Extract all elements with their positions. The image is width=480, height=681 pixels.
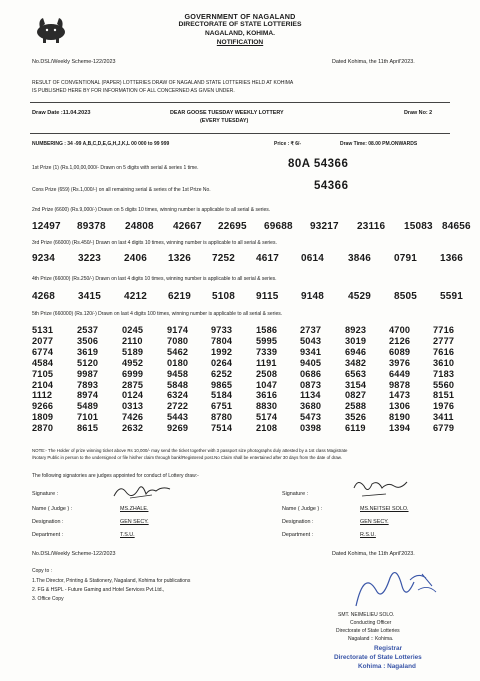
reference-number: No.DSL/Weekly Scheme-122/2023 bbox=[32, 59, 116, 65]
officer-place: Nagaland :: Kohima. bbox=[348, 636, 394, 642]
officer-signature-icon bbox=[336, 560, 446, 612]
right-judge-department: R.S.U. bbox=[360, 532, 376, 538]
fifth-prize-number: 1992 bbox=[211, 346, 233, 357]
fifth-prize-number: 9878 bbox=[389, 379, 411, 390]
fifth-prize-number: 6774 bbox=[32, 346, 54, 357]
right-judge-signature-icon bbox=[352, 476, 410, 500]
fifth-prize-number: 5174 bbox=[256, 412, 278, 423]
officer-name: SMT. NEIMELIEU SOLO. bbox=[338, 612, 395, 618]
fourth-prize-numbers bbox=[32, 291, 464, 302]
prize-number: 69688 bbox=[264, 221, 293, 232]
fifth-prize-number: 5560 bbox=[433, 379, 455, 390]
numbering-info: NUMBERING : 34 -99 A,B,C,D,E,G,H,J,K,L 00 000 to 99 999 bbox=[32, 141, 170, 147]
fifth-prize-number: 4700 bbox=[389, 325, 411, 335]
left-designation-label: Designation : bbox=[32, 519, 64, 525]
fifth-prize-number: 9987 bbox=[77, 368, 99, 379]
fifth-prize-number: 3154 bbox=[345, 379, 367, 390]
fifth-prize-number: 2722 bbox=[167, 401, 189, 412]
fifth-prize-number: 9733 bbox=[211, 325, 233, 335]
fifth-prize-number: 9405 bbox=[300, 357, 322, 368]
prize-number: 0791 bbox=[394, 253, 418, 264]
intro-line-1: RESULT OF CONVENTIONAL (PAPER) LOTTERIES DRAW OF NAGALAND STATE LOTTERIES HELD AT KOHIMA bbox=[32, 80, 294, 86]
fifth-prize-number: 6999 bbox=[122, 368, 144, 379]
fifth-prize-number: 2537 bbox=[77, 325, 99, 335]
fifth-prize-number: 2110 bbox=[122, 335, 143, 346]
fifth-prize-number: 1586 bbox=[256, 325, 278, 335]
fifth-prize-number: 4952 bbox=[122, 357, 144, 368]
draw-time: Draw Time: 08.00 PM.ONWARDS bbox=[340, 141, 418, 147]
fifth-prize-number: 5848 bbox=[167, 379, 189, 390]
third-prize-text: 3rd Prize (66000) (Rs.450/-) Drawn on last 4 digits 10 times, winning number is applicable to all serial & series. bbox=[32, 240, 277, 246]
right-designation-label: Designation : bbox=[282, 519, 314, 525]
fifth-prize-number: 6324 bbox=[167, 390, 189, 401]
stamp-line-3: Kohima : Nagaland bbox=[358, 663, 416, 670]
first-prize-text: 1st Prize (1) (Rs.1,00,00,000/- Drawn on 5 digits with serial & series 1 time. bbox=[32, 165, 199, 171]
fifth-prize-number: 8830 bbox=[256, 401, 278, 412]
fifth-prize-number: 0398 bbox=[300, 423, 322, 434]
left-judge-department: T.S.U. bbox=[120, 532, 135, 538]
fifth-prize-number: 3506 bbox=[77, 335, 99, 346]
fifth-prize-number: 1976 bbox=[433, 401, 455, 412]
fifth-prize-number: 6119 bbox=[345, 423, 366, 434]
fifth-prize-number: 6751 bbox=[211, 401, 233, 412]
divider bbox=[30, 102, 450, 103]
directorate-heading: DIRECTORATE OF STATE LOTTERIES bbox=[178, 21, 302, 28]
prize-number: 9234 bbox=[32, 253, 56, 264]
prize-number: 4617 bbox=[256, 253, 280, 264]
fifth-prize-number: 2875 bbox=[122, 379, 144, 390]
fifth-prize-number: 9174 bbox=[167, 325, 189, 335]
fifth-prize-number: 2777 bbox=[433, 335, 455, 346]
fifth-prize-number: 2632 bbox=[122, 423, 144, 434]
prize-number: 2406 bbox=[124, 253, 148, 264]
fifth-prize-number: 3019 bbox=[345, 335, 367, 346]
left-judge-signature-icon bbox=[112, 480, 174, 502]
fifth-prize-number: 7339 bbox=[256, 346, 278, 357]
fifth-prize-number: 3616 bbox=[256, 390, 278, 401]
prize-number: 1366 bbox=[440, 253, 464, 264]
fifth-prize-number: 6449 bbox=[389, 368, 411, 379]
prize-number: 3415 bbox=[78, 291, 102, 302]
stamp-line-1: Registrar bbox=[374, 645, 403, 652]
fifth-prize-number: 9269 bbox=[167, 423, 189, 434]
fifth-prize-number: 1809 bbox=[32, 412, 54, 423]
fifth-prize-number: 9865 bbox=[211, 379, 233, 390]
fifth-prize-number: 7105 bbox=[32, 368, 54, 379]
fifth-prize-number: 3482 bbox=[345, 357, 367, 368]
fifth-prize-number: 3680 bbox=[300, 401, 322, 412]
fifth-prize-number: 7183 bbox=[433, 368, 455, 379]
location-heading: NAGALAND, KOHIMA. bbox=[205, 30, 275, 37]
fifth-prize-number: 0686 bbox=[300, 368, 322, 379]
fifth-prize-number: 5995 bbox=[256, 335, 278, 346]
fifth-prize-number: 5462 bbox=[167, 346, 189, 357]
fifth-prize-number: 1394 bbox=[389, 423, 411, 434]
note-line-1: NOTE:- The Holder of prize winning ticket above Rs 10,000/- may send the ticket together with 3 passport size photographs duly attested by a 1st class Magistrate bbox=[32, 448, 348, 453]
fifth-prize-number: 1191 bbox=[256, 357, 277, 368]
fifth-prize-number: 8780 bbox=[211, 412, 233, 423]
prize-number: 5591 bbox=[440, 291, 464, 302]
fifth-prize-grid bbox=[32, 325, 455, 435]
prize-number: 9115 bbox=[256, 291, 279, 302]
fifth-prize-number: 8615 bbox=[77, 423, 99, 434]
fifth-prize-number: 2737 bbox=[300, 325, 322, 335]
left-judge-designation: GEN SECY. bbox=[120, 519, 149, 525]
divider bbox=[30, 133, 450, 134]
fifth-prize-number: 0313 bbox=[122, 401, 144, 412]
left-name-label: Name ( Judge ) : bbox=[32, 506, 73, 512]
dated-line-2: Dated Kohima, the 11th April'2023. bbox=[332, 551, 415, 557]
right-judge-designation: GEN SECY. bbox=[360, 519, 389, 525]
fifth-prize-number: 0180 bbox=[167, 357, 189, 368]
stamp-line-2: Directorate of State Lotteries bbox=[334, 654, 422, 661]
fifth-prize-number: 3619 bbox=[77, 346, 99, 357]
fifth-prize-number: 1306 bbox=[389, 401, 411, 412]
prize-number: 7252 bbox=[212, 253, 236, 264]
dated-line: Dated Kohima, the 11th April'2023. bbox=[332, 59, 415, 65]
fifth-prize-number: 7616 bbox=[433, 346, 455, 357]
intro-line-2: IS PUBLISHED HERE BY FOR INFORMATION OF ALL CONCERNED AS GIVEN UNDER. bbox=[32, 88, 235, 94]
fourth-prize-text: 4th Prize (66000) (Rs.250/-) Drawn on last 4 digits 10 times, winning number is applicable to all serial & series. bbox=[32, 276, 277, 282]
prize-number: 15083 bbox=[404, 221, 433, 232]
fifth-prize-number: 1047 bbox=[256, 379, 278, 390]
fifth-prize-number: 5473 bbox=[300, 412, 322, 423]
notification-heading: NOTIFICATION bbox=[216, 39, 264, 46]
fifth-prize-number: 7804 bbox=[211, 335, 233, 346]
draw-date: Draw Date :11.04.2023 bbox=[32, 110, 91, 116]
prize-number: 5108 bbox=[212, 291, 236, 302]
fifth-prize-number: 1473 bbox=[389, 390, 411, 401]
prize-number: 9148 bbox=[301, 291, 325, 302]
fifth-prize-number: 6779 bbox=[433, 423, 455, 434]
right-name-label: Name ( Judge ) : bbox=[282, 506, 323, 512]
fifth-prize-number: 5443 bbox=[167, 412, 189, 423]
fifth-prize-number: 8190 bbox=[389, 412, 411, 423]
fifth-prize-number: 5131 bbox=[32, 325, 54, 335]
fifth-prize-number: 2104 bbox=[32, 379, 54, 390]
prize-number: 3846 bbox=[348, 253, 372, 264]
fifth-prize-number: 7426 bbox=[122, 412, 144, 423]
prize-number: 8505 bbox=[394, 291, 418, 302]
prize-number: 4529 bbox=[348, 291, 372, 302]
fifth-prize-number: 0124 bbox=[122, 390, 144, 401]
fifth-prize-number: 1134 bbox=[300, 390, 321, 401]
fifth-prize-number: 6252 bbox=[211, 368, 233, 379]
fifth-prize-number: 7080 bbox=[167, 335, 189, 346]
fifth-prize-number: 2588 bbox=[345, 401, 367, 412]
fifth-prize-number: 8974 bbox=[77, 390, 99, 401]
fifth-prize-number: 5120 bbox=[77, 357, 99, 368]
fifth-prize-number: 3411 bbox=[433, 412, 454, 423]
fifth-prize-number: 1112 bbox=[32, 390, 53, 401]
fifth-prize-number: 2108 bbox=[256, 423, 278, 434]
right-judge-name: MS.NEITSEI SOLO. bbox=[360, 506, 409, 512]
fifth-prize-number: 9341 bbox=[300, 346, 322, 357]
fifth-prize-number: 0827 bbox=[345, 390, 367, 401]
prize-number: 23116 bbox=[357, 221, 386, 232]
prize-number: 24808 bbox=[125, 221, 154, 232]
prize-number: 93217 bbox=[310, 221, 339, 232]
note-line-2: /Notary Public in person to the undersigned or file his/her claim through bank/Registered post.No Claim shall be entertained after 30 days from the date of draw. bbox=[32, 455, 342, 460]
fifth-prize-number: 9458 bbox=[167, 368, 189, 379]
fifth-prize-number: 6089 bbox=[389, 346, 411, 357]
fifth-prize-number: 0264 bbox=[211, 357, 233, 368]
fifth-prize-number: 8923 bbox=[345, 325, 367, 335]
fifth-prize-number: 7514 bbox=[211, 423, 233, 434]
prize-number: 89378 bbox=[77, 221, 106, 232]
right-signature-label: Signature : bbox=[282, 491, 309, 497]
fifth-prize-number: 2870 bbox=[32, 423, 54, 434]
prize-number: 3223 bbox=[78, 253, 102, 264]
prize-number: 1326 bbox=[168, 253, 192, 264]
draw-number: Draw No: 2 bbox=[404, 110, 433, 116]
fifth-prize-number: 5489 bbox=[77, 401, 99, 412]
fifth-prize-number: 3610 bbox=[433, 357, 455, 368]
lottery-name: DEAR GOOSE TUESDAY WEEKLY LOTTERY bbox=[170, 110, 284, 116]
prize-number: 4268 bbox=[32, 291, 56, 302]
fifth-prize-number: 7101 bbox=[77, 412, 99, 423]
fifth-prize-number: 3976 bbox=[389, 357, 411, 368]
fifth-prize-number: 2126 bbox=[389, 335, 411, 346]
govt-heading: GOVERNMENT OF NAGALAND bbox=[184, 12, 296, 21]
prize-number: 12497 bbox=[32, 221, 61, 232]
fifth-prize-number: 3526 bbox=[345, 412, 367, 423]
fifth-prize-number: 5184 bbox=[211, 390, 233, 401]
fifth-prize-number: 7893 bbox=[77, 379, 99, 390]
fifth-prize-number: 2077 bbox=[32, 335, 54, 346]
lottery-frequency: (EVERY TUESDAY) bbox=[200, 118, 249, 124]
fifth-prize-number: 5043 bbox=[300, 335, 322, 346]
ticket-price: Price : ₹ 6/- bbox=[274, 141, 302, 147]
left-department-label: Department : bbox=[32, 532, 64, 538]
copy-to-item: 3. Office Copy bbox=[32, 596, 64, 602]
left-judge-name: MS.ZHALE. bbox=[120, 506, 149, 512]
fifth-prize-number: 9266 bbox=[32, 401, 54, 412]
copy-to-title: Copy to : bbox=[32, 568, 53, 574]
third-prize-numbers bbox=[32, 253, 464, 264]
copy-to-item: 1.The Director, Printing & Stationery, Nagaland, Kohima for publications bbox=[32, 578, 191, 584]
fifth-prize-number: 0245 bbox=[122, 325, 144, 335]
fifth-prize-number: 5189 bbox=[122, 346, 144, 357]
reference-number-2: No.DSL/Weekly Scheme-122/2023 bbox=[32, 551, 116, 557]
fifth-prize-number: 4584 bbox=[32, 357, 54, 368]
prize-number: 4212 bbox=[124, 291, 148, 302]
cons-prize-number: 54366 bbox=[314, 180, 349, 192]
prize-number: 0614 bbox=[301, 253, 325, 264]
left-signature-label: Signature : bbox=[32, 491, 59, 497]
fifth-prize-number: 2508 bbox=[256, 368, 278, 379]
officer-title: Conducting Officer bbox=[350, 620, 392, 626]
fifth-prize-number: 6946 bbox=[345, 346, 367, 357]
second-prize-text: 2nd Prize (6600) (Rs.9,000/-) Drawn on 5 digits 10 times, winning number is applicable to all serial & series. bbox=[32, 207, 271, 213]
prize-number: 22695 bbox=[218, 221, 247, 232]
right-department-label: Department : bbox=[282, 532, 314, 538]
fifth-prize-number: 0873 bbox=[300, 379, 322, 390]
prize-number: 6219 bbox=[168, 291, 192, 302]
cons-prize-text: Cons Prize (659) (Rs.1,000/-) on all remaining serial & series of the 1st Prize No. bbox=[32, 187, 211, 193]
copy-to-item: 2. FG & HSPL - Future Gaming and Hotel Services Pvt.Ltd., bbox=[32, 587, 165, 593]
officer-organisation: Directorate of State Lotteries bbox=[336, 628, 400, 634]
prize-number: 84656 bbox=[442, 221, 471, 232]
fifth-prize-text: 5th Prize (660000) (Rs.120/-) Drawn on last 4 digits 100 times, winning number is applicable to all serial & series. bbox=[32, 311, 283, 317]
second-prize-numbers bbox=[32, 221, 471, 232]
first-prize-number: 80A 54366 bbox=[288, 158, 349, 170]
fifth-prize-number: 6563 bbox=[345, 368, 367, 379]
prize-number: 42667 bbox=[173, 221, 202, 232]
signatories-intro: The following signatories are judges appointed for conduct of Lottery draw:- bbox=[32, 473, 199, 479]
fifth-prize-number: 8151 bbox=[433, 390, 455, 401]
fifth-prize-number: 7716 bbox=[433, 325, 455, 335]
